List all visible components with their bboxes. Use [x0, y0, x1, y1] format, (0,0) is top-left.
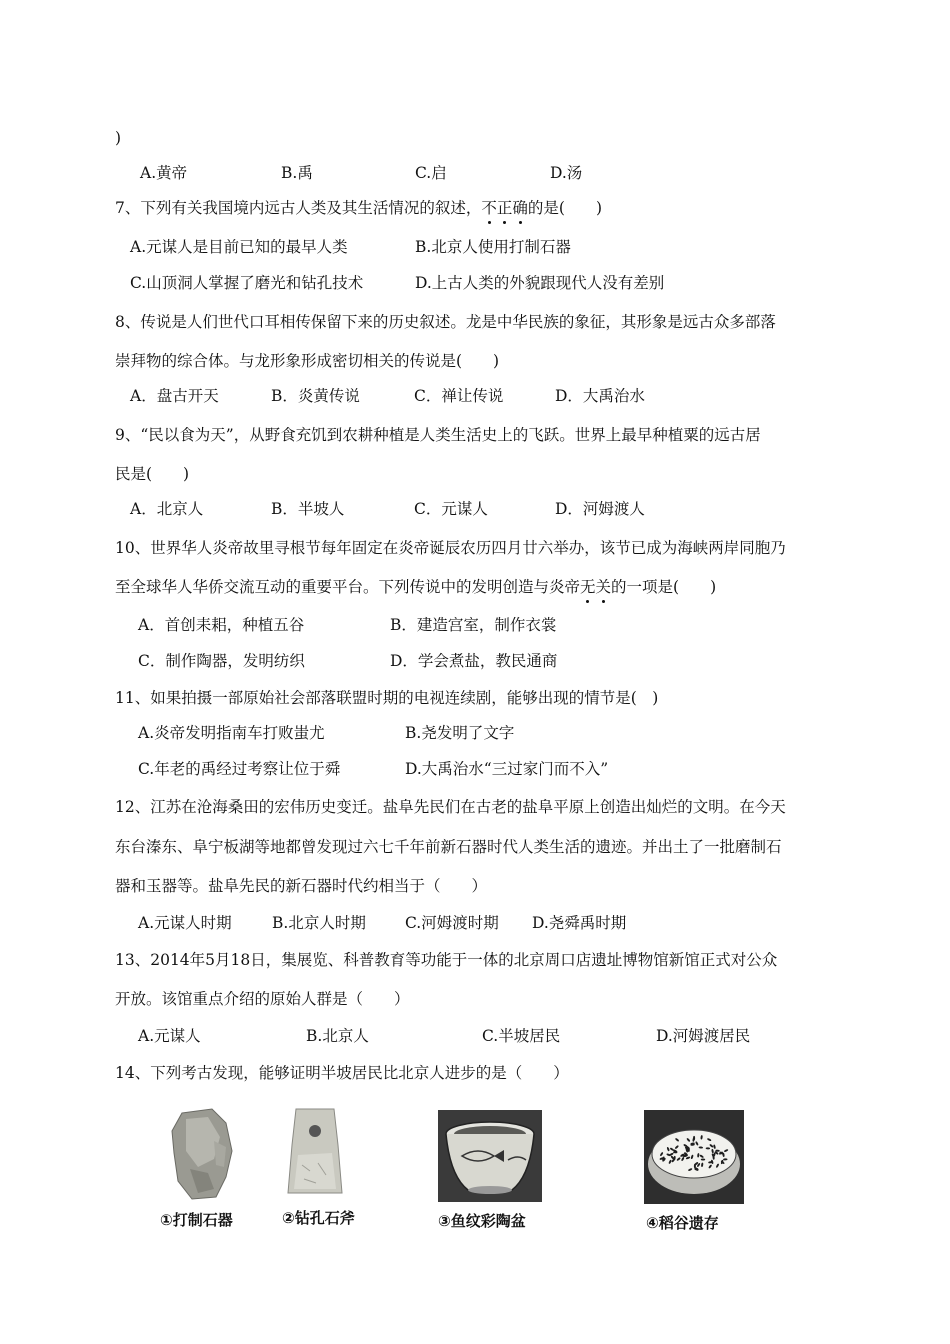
- q9-stem-line1: 9、“民以食为天”，从野食充饥到农耕种植是人类生活史上的飞跃。世界上最早种植粟的远古居: [115, 426, 761, 444]
- q12-stem-line2: 东台溱东、阜宁板湖等地都曾发现过六七千年前新石器时代人类生活的遗迹。并出土了一批磨制石: [115, 838, 782, 856]
- q10-option-d: D．学会煮盐，教民通商: [390, 652, 558, 670]
- q7-option-c: C.山顶洞人掌握了磨光和钻孔技术: [130, 274, 364, 292]
- q9-option-c: C．元谋人: [414, 500, 488, 518]
- q11-option-c: C.年老的禹经过考察让位于舜: [138, 760, 341, 778]
- q7-emphasis: [481, 199, 528, 217]
- q11-option-a: A.炎帝发明指南车打败蚩尤: [138, 724, 325, 742]
- q10-stem-line2: [115, 577, 716, 597]
- q7-stem: [115, 198, 602, 218]
- q13-option-d: D.河姆渡居民: [656, 1027, 751, 1045]
- figure-4-caption: ④稻谷遗存: [646, 1214, 719, 1232]
- q8-option-d: D．大禹治水: [555, 387, 645, 405]
- q10-option-b: B．建造宫室，制作衣裳: [390, 616, 557, 634]
- emphasis-char: 不: [481, 199, 497, 217]
- q11-option-d: D.大禹治水“三过家门而不入”: [405, 760, 609, 778]
- q12-option-b: B.北京人时期: [272, 914, 366, 932]
- drilled-stone-axe-icon: [286, 1105, 344, 1200]
- figure-3: [436, 1110, 556, 1235]
- q7-option-b: B.北京人使用打制石器: [415, 238, 571, 256]
- q10-stem-before: 至全球华人华侨交流互动的重要平台。下列传说中的发明创造与炎帝: [115, 578, 581, 596]
- q13-option-a: A.元谋人: [138, 1027, 201, 1045]
- rice-grain: [701, 1159, 705, 1161]
- q7-option-d: D.上古人类的外貌跟现代人没有差别: [415, 274, 665, 292]
- q10-option-a: A．首创耒耜，种植五谷: [138, 616, 305, 634]
- q8-stem-line1: 8、传说是人们世代口耳相传保留下来的历史叙述。龙是中华民族的象征，其形象是远古众多部落: [115, 313, 776, 331]
- q13-stem-line1: 13、2014年5月18日，集展览、科普教育等功能于一体的北京周口店遗址博物馆新馆正式对公众: [115, 951, 778, 969]
- emphasis-char: 关: [595, 578, 612, 596]
- q13-stem-line2: 开放。该馆重点介绍的原始人群是（ ）: [115, 990, 410, 1008]
- chipped-stone-tool-icon: [168, 1107, 238, 1202]
- q12-stem-line3: 器和玉器等。盐阜先民的新石器时代约相当于（ ）: [115, 877, 488, 895]
- q10-option-c: C．制作陶器，发明纺织: [138, 652, 305, 670]
- emphasis-char: 正: [496, 199, 513, 217]
- q10-stem-after: 的一项是( ): [611, 578, 717, 596]
- q9-option-a: A．北京人: [130, 500, 204, 518]
- figure-4: [640, 1108, 750, 1236]
- figure-2: [278, 1103, 378, 1233]
- q11-stem-line1: 11、如果拍摄一部原始社会部落联盟时期的电视连续剧，能够出现的情节是( ): [115, 689, 659, 707]
- q7-stem-after: 的是( ): [527, 199, 603, 217]
- q8-option-c: C．禅让传说: [414, 387, 504, 405]
- q12-option-a: A.元谋人时期: [138, 914, 232, 932]
- emphasis-char: 确: [512, 199, 528, 217]
- q12-stem-line1: 12、江苏在沧海桑田的宏伟历史变迁。盐阜先民们在古老的盐阜平原上创造出灿烂的文明。在今天: [115, 798, 786, 816]
- q9-stem-line2: 民是( ): [115, 465, 190, 483]
- q14-stem-line1: 14、下列考古发现，能够证明半坡居民比北京人进步的是（ ）: [115, 1064, 569, 1082]
- q7-stem-before: 7、下列有关我国境内远古人类及其生活情况的叙述，: [115, 199, 482, 217]
- q6-option-a: A.黄帝: [140, 164, 188, 182]
- q12-option-c: C.河姆渡时期: [405, 914, 499, 932]
- rice-grain-remains-icon: [644, 1110, 744, 1204]
- q8-option-b: B．炎黄传说: [271, 387, 360, 405]
- q10-emphasis: [580, 578, 611, 596]
- q11-option-b: B.尧发明了文字: [405, 724, 515, 742]
- q13-option-b: B.北京人: [306, 1027, 369, 1045]
- figure-3-caption: ③鱼纹彩陶盆: [438, 1212, 526, 1230]
- rice-grain: [693, 1136, 695, 1140]
- figure-2-caption: ②钻孔石斧: [282, 1209, 355, 1227]
- emphasis-char: 无: [580, 578, 596, 596]
- figure-1-caption: ①打制石器: [160, 1211, 233, 1229]
- q9-option-d: D．河姆渡人: [555, 500, 645, 518]
- q7-option-a: A.元谋人是目前已知的最早人类: [130, 238, 348, 256]
- q6-option-b: B.禹: [281, 164, 313, 182]
- q8-option-a: A．盘古开天: [130, 387, 219, 405]
- figure-1: [160, 1105, 250, 1235]
- fish-pattern-pottery-basin-icon: [438, 1110, 542, 1202]
- q13-option-c: C.半坡居民: [482, 1027, 561, 1045]
- q6-tail: ): [115, 129, 122, 147]
- q6-option-c: C.启: [415, 164, 447, 182]
- q12-option-d: D.尧舜禹时期: [532, 914, 627, 932]
- q6-option-d: D.汤: [550, 164, 583, 182]
- q8-stem-line2: 崇拜物的综合体。与龙形象形成密切相关的传说是( ): [115, 352, 500, 370]
- q9-option-b: B．半坡人: [271, 500, 345, 518]
- q10-stem-line1: 10、世界华人炎帝故里寻根节每年固定在炎帝诞辰农历四月廿六举办，该节已成为海峡两岸同胞乃: [115, 539, 786, 557]
